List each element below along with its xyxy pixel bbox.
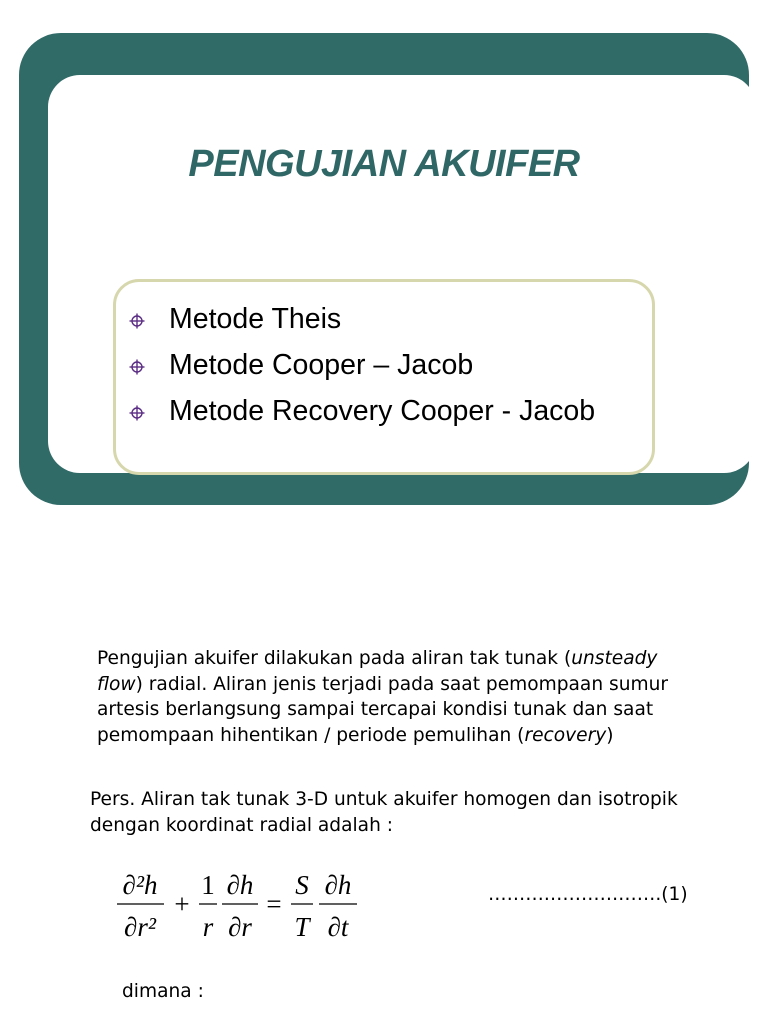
intro-line-4: pemompaan hihentikan / periode pemulihan (recovery) bbox=[97, 724, 614, 746]
eq-term1-numerator: ∂²h bbox=[122, 870, 158, 900]
equation-intro-line-1: Pers. Aliran tak tunak 3-D untuk akuifer homogen dan isotropik bbox=[90, 789, 678, 810]
crosshair-bullet-icon bbox=[129, 405, 145, 421]
equation-number: ……………………….(1) bbox=[488, 884, 688, 905]
term-recovery: recovery bbox=[524, 724, 607, 746]
list-item bbox=[169, 349, 473, 382]
equation-intro-line-2: dengan koordinat radial adalah : bbox=[90, 814, 394, 836]
eq-equals: = bbox=[266, 889, 282, 919]
eq-term3-denominator: ∂r bbox=[228, 912, 252, 942]
list-item bbox=[169, 395, 595, 428]
eq-term2-numerator: 1 bbox=[201, 870, 215, 900]
intro-paragraph bbox=[97, 646, 668, 748]
equation-intro bbox=[90, 787, 678, 838]
eq-term5-denominator: ∂t bbox=[327, 912, 349, 942]
intro-line-1: Pengujian akuifer dilakukan pada aliran tak tunak (unsteady bbox=[97, 648, 658, 669]
eq-term4-denominator: T bbox=[294, 912, 310, 942]
eq-term5-numerator: ∂h bbox=[324, 870, 352, 900]
eq-term3-numerator: ∂h bbox=[226, 870, 254, 900]
intro-line-2: flow) radial. Aliran jenis terjadi pada saat pemompaan sumur bbox=[97, 673, 669, 695]
term-unsteady: unsteady bbox=[571, 648, 658, 669]
list-item bbox=[169, 303, 341, 336]
list-item-label: Metode Theis bbox=[169, 303, 342, 335]
list-item-label: Metode Recovery Cooper - Jacob bbox=[169, 395, 596, 427]
flow-equation-svg bbox=[112, 860, 372, 950]
slide-title: PENGUJIAN AKUIFER bbox=[188, 143, 580, 185]
flow-equation bbox=[112, 860, 372, 950]
eq-plus: + bbox=[174, 889, 190, 919]
eq-term4-numerator: S bbox=[295, 870, 309, 900]
term-flow: flow bbox=[97, 673, 136, 695]
eq-term1-denominator: ∂r² bbox=[124, 912, 156, 942]
bullet-box bbox=[113, 279, 655, 475]
intro-line-3: artesis berlangsung sampai tercapai kondisi tunak dan saat bbox=[97, 699, 654, 720]
crosshair-bullet-icon bbox=[129, 359, 145, 375]
eq-term2-denominator: r bbox=[202, 912, 214, 942]
where-label: dimana : bbox=[122, 981, 204, 1002]
list-item-label: Metode Cooper – Jacob bbox=[169, 349, 474, 381]
crosshair-bullet-icon bbox=[129, 313, 145, 329]
